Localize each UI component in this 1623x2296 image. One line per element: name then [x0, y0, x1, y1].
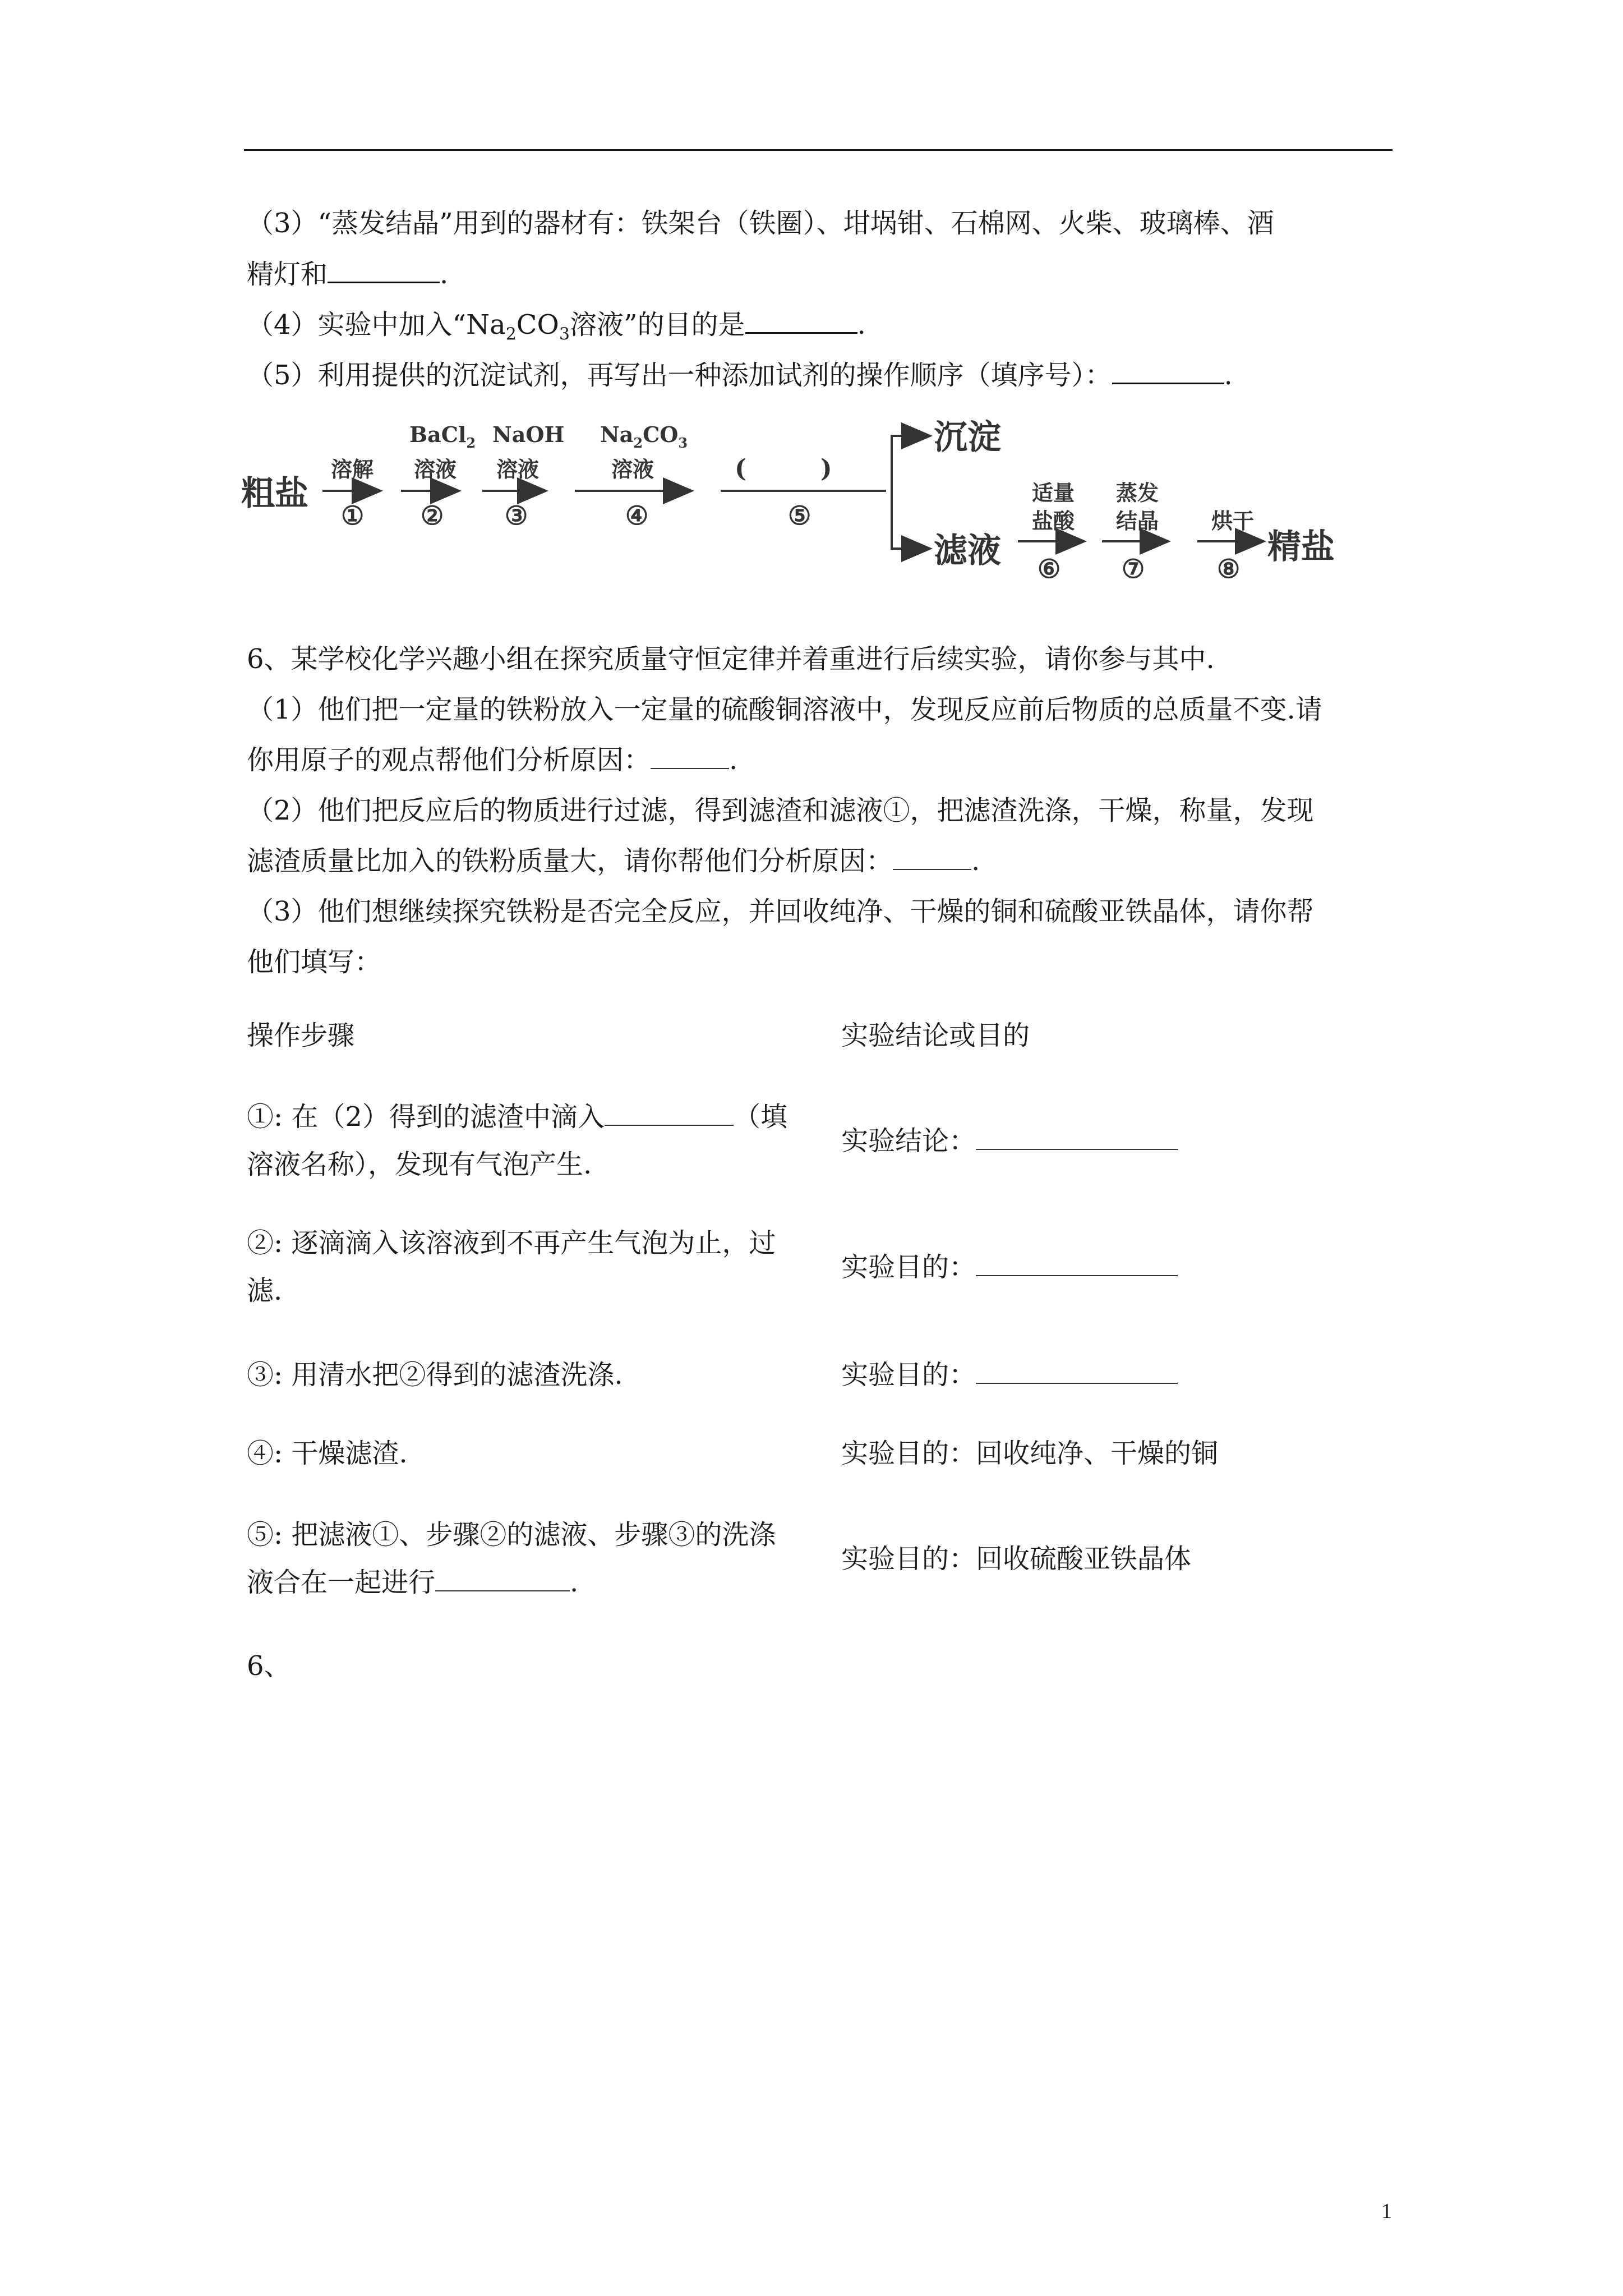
q6-part1b: 你用原子的观点帮他们分析原因： . [247, 744, 738, 776]
answer-blank[interactable] [976, 1358, 1178, 1384]
svg-text:适量: 适量 [1032, 480, 1075, 505]
svg-text:溶解: 溶解 [331, 457, 374, 482]
svg-text:BaCl2: BaCl$_2$ [409, 422, 476, 451]
q6-part3b: 他们填写： [247, 946, 382, 978]
trailing-question-number: 6、 [247, 1650, 291, 1682]
q5-line-4: （4）实验中加入“$Na_2CO_3$溶液”的目的是 . [247, 307, 866, 352]
answer-blank[interactable] [745, 307, 857, 334]
svg-text:③: ③ [505, 500, 528, 531]
svg-text:盐酸: 盐酸 [1032, 508, 1075, 533]
svg-text:溶液: 溶液 [611, 457, 654, 482]
table-row-2-purpose: 实验目的： [841, 1247, 1178, 1287]
table-header-steps: 操作步骤 [247, 1020, 355, 1051]
svg-text:①: ① [341, 500, 365, 531]
svg-text:②: ② [421, 500, 444, 531]
answer-blank[interactable] [651, 743, 729, 769]
flow-filtrate: 滤液 [934, 531, 1001, 570]
table-row-5-step-a: ⑤: 把滤液①、步骤②的滤液、步骤③的洗涤 [247, 1519, 776, 1550]
table-row-2-step-a: ②: 逐滴滴入该溶液到不再产生气泡为止，过 [247, 1227, 776, 1259]
table-row-1-step-b: 溶液名称），发现有气泡产生. [247, 1149, 592, 1180]
flow-step-7 [1102, 480, 1166, 584]
table-row-1-conclusion: 实验结论： [841, 1121, 1178, 1161]
table-row-4-step: ④: 干燥滤渣. [247, 1438, 408, 1469]
svg-text:④: ④ [625, 500, 649, 531]
flow-step-2 [401, 422, 476, 531]
q6-part3a: （3）他们想继续探究铁粉是否完全反应，并回收纯净、干燥的铜和硫酸亚铁晶体，请你帮 [247, 896, 1314, 927]
table-row-5-purpose: 实验目的：回收硫酸亚铁晶体 [841, 1543, 1192, 1575]
q5-line-5: （5）利用提供的沉淀试剂，再写出一种添加试剂的操作顺序（填序号）： . [247, 358, 1233, 392]
svg-text:蒸发: 蒸发 [1116, 480, 1159, 505]
table-row-2-step-b: 滤. [247, 1275, 283, 1306]
q5-line-3a: （3）“蒸发结晶”用到的器材有：铁架台（铁圈）、坩埚钳、石棉网、火柴、玻璃棒、酒 [247, 208, 1274, 239]
answer-blank[interactable] [976, 1250, 1178, 1276]
svg-text:NaOH: NaOH [492, 422, 565, 447]
flow-step-1 [322, 457, 379, 531]
answer-blank[interactable] [1112, 358, 1224, 384]
svg-text:烘干: 烘干 [1211, 508, 1255, 533]
process-flow-diagram [241, 409, 1368, 589]
answer-blank[interactable] [605, 1100, 734, 1126]
header-rule [244, 149, 1393, 151]
svg-text:⑤: ⑤ [788, 500, 811, 531]
table-row-1-step-a: ①: 在（2）得到的滤渣中滴入 （填 [247, 1101, 787, 1133]
page-number: 1 [1381, 2200, 1392, 2223]
flow-start-crude-salt: 粗盐 [241, 474, 308, 513]
flow-end-refined-salt: 精盐 [1267, 527, 1335, 567]
flow-step-4 [575, 422, 690, 531]
svg-text:( ): ( ) [735, 454, 832, 483]
table-row-4-purpose: 实验目的：回收纯净、干燥的铜 [841, 1438, 1219, 1469]
svg-text:⑥: ⑥ [1038, 554, 1061, 584]
flow-precipitate: 沉淀 [934, 418, 1001, 457]
svg-text:Na2CO3: $Na_2CO_3$ [600, 422, 688, 451]
table-row-3-purpose: 实验目的： [841, 1355, 1178, 1395]
svg-text:溶液: 溶液 [414, 457, 457, 482]
answer-blank[interactable] [893, 844, 971, 870]
svg-text:结晶: 结晶 [1116, 508, 1159, 533]
q6-part2a: （2）他们把反应后的物质进行过滤，得到滤渣和滤液①，把滤渣洗涤，干燥，称量，发现 [247, 795, 1314, 826]
table-header-conclusion: 实验结论或目的 [841, 1020, 1030, 1051]
flow-step-5 [721, 454, 886, 531]
svg-text:⑦: ⑦ [1122, 554, 1145, 584]
table-row-5-step-b: 液合在一起进行 . [247, 1567, 579, 1598]
q6-intro: 6、某学校化学兴趣小组在探究质量守恒定律并着重进行后续实验，请你参与其中. [247, 643, 1215, 675]
flow-branch [892, 418, 1001, 570]
svg-text:⑧: ⑧ [1217, 554, 1241, 584]
flow-step-3 [482, 422, 564, 531]
q6-part1a: （1）他们把一定量的铁粉放入一定量的硫酸铜溶液中，发现反应前后物质的总质量不变.请 [247, 694, 1322, 725]
answer-blank[interactable] [328, 257, 440, 283]
answer-blank[interactable] [976, 1124, 1178, 1150]
answer-blank[interactable] [435, 1566, 570, 1591]
flow-step-8 [1197, 508, 1262, 584]
svg-text:溶液: 溶液 [496, 457, 540, 482]
q6-part2b: 滤渣质量比加入的铁粉质量大，请你帮他们分析原因： . [247, 845, 980, 877]
q5-line-3b: 精灯和 . [247, 257, 448, 291]
table-row-3-step: ③: 用清水把②得到的滤渣洗涤. [247, 1359, 623, 1391]
flow-step-6 [1018, 480, 1082, 584]
